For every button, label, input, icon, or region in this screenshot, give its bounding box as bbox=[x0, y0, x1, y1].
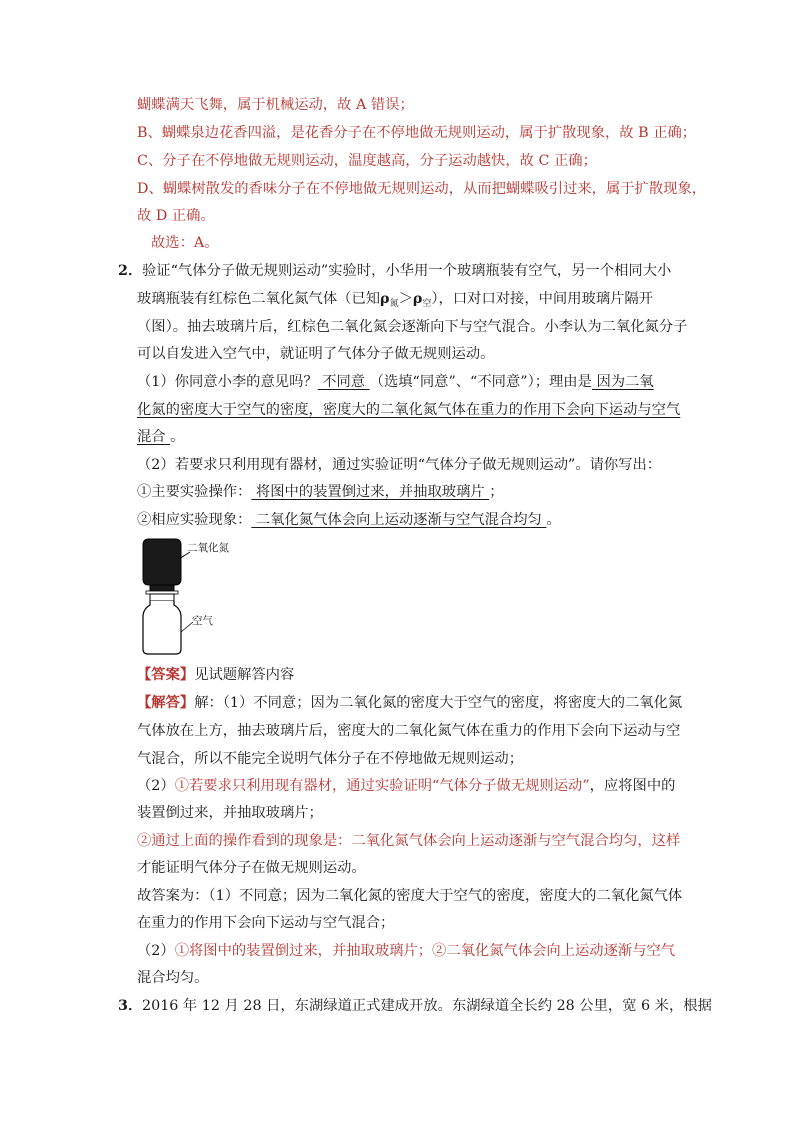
q1-line-2: B、蝴蝶泉边花香四溢，是花香分子在不停地做无规则运动，属于扩散现象，故 B 正确； bbox=[137, 125, 697, 141]
top-bottle-neck bbox=[150, 585, 174, 591]
q1-line-4: D、蝴蝶树散发的香味分子在不停地做无规则运动，从而把蝴蝶吸引过来，属于扩散现象， bbox=[137, 181, 707, 197]
final-answer-line-4: 混合均匀。 bbox=[137, 970, 209, 986]
q2-phenomenon-answer: 二氧化氮气体会向上运动逐渐与空气混合均匀 bbox=[251, 512, 547, 528]
answer-line: 【答案】见试题解答内容 bbox=[137, 667, 295, 683]
q2-phenomenon-line: ②相应实验现象： 二氧化氮气体会向上运动逐渐与空气混合均匀 。 bbox=[137, 512, 561, 528]
final-answer-line-2: 在重力的作用下会向下运动与空气混合； bbox=[137, 915, 395, 931]
figure-label-no2: 二氧化氮 bbox=[187, 542, 229, 554]
q1-choice: 故选：A。 bbox=[151, 235, 219, 251]
final-answer-line-3: （2）①将图中的装置倒过来，并抽取玻璃片；②二氧化氮气体会向上运动逐渐与空气 bbox=[137, 943, 676, 959]
q2-part2-line-1: （2）若要求只利用现有器材，通过实验证明“气体分子做无规则运动”。请你写出： bbox=[137, 457, 662, 473]
bottom-bottle-body bbox=[143, 601, 181, 654]
q3-stem-line-1: 2016 年 12 月 28 日，东湖绿道正式建成开放。东湖绿道全长约 28 公里，宽 6 米，根据 bbox=[142, 998, 712, 1014]
q2-part1-reason-line-2: 化氮的密度大于空气的密度，密度大的二氧化氮气体在重力的作用下会向下运动与空气 bbox=[137, 402, 681, 418]
question-number-3: 3． bbox=[118, 998, 143, 1014]
analysis-line-5: 装置倒过来，并抽取玻璃片； bbox=[137, 805, 323, 821]
q2-part1-line-1: （1）你同意小李的意见吗？ 不同意 （选填“同意”、“不同意”）；理由是 因为二氧 bbox=[137, 374, 654, 390]
q1-line-3: C、分子在不停地做无规则运动，温度越高，分子运动越快，故 C 正确； bbox=[137, 153, 597, 169]
analysis-line-7: 才能证明气体分子在做无规则运动。 bbox=[137, 860, 366, 876]
answer-tag: 【答案】 bbox=[137, 667, 195, 683]
final-answer-line-1: 故答案为：（1）不同意；因为二氧化氮的密度大于空气的密度，密度大的二氧化氮气体 bbox=[137, 888, 683, 904]
analysis-line-3: 气混合，所以不能完全说明气体分子在不停地做无规则运动； bbox=[137, 751, 524, 767]
q2-part1-reason: 因为二氧 bbox=[591, 374, 654, 390]
q2-stem-line-1: 验证“气体分子做无规则运动”实验时，小华用一个玻璃瓶装有空气，另一个相同大小 bbox=[142, 263, 672, 279]
q2-part1-answer: 不同意 bbox=[317, 374, 370, 390]
q2-stem-line-2: 玻璃瓶装有红棕色二氧化氮气体（已知$\rho_氮>\rho_空$），口对口对接，中间用玻璃片隔开 bbox=[137, 291, 654, 309]
analysis-line-6: ②通过上面的操作看到的现象是：二氧化氮气体会向上运动逐渐与空气混合均匀，这样 bbox=[137, 833, 681, 849]
bottles-figure bbox=[135, 535, 245, 660]
analysis-line-1: 【解答】解：（1）不同意；因为二氧化氮的密度大于空气的密度，将密度大的二氧化氮 bbox=[137, 695, 683, 711]
q2-stem-line-4: 可以自发进入空气中，就证明了气体分子做无规则运动。 bbox=[137, 346, 495, 362]
q2-operation-answer: 将图中的装置倒过来，并抽取玻璃片 bbox=[251, 484, 490, 500]
q2-part1-reason-line-3: 混合 。 bbox=[137, 429, 185, 445]
bottom-bottle-neck bbox=[150, 594, 174, 601]
analysis-line-2: 气体放在上方，抽去玻璃片后，密度大的二氧化氮气体在重力的作用下会向下运动与空 bbox=[137, 723, 681, 739]
analysis-line-4: （2）①若要求只利用现有器材，通过实验证明“气体分子做无规则运动”，应将图中的 bbox=[137, 778, 676, 794]
q1-line-5: 故 D 正确。 bbox=[137, 208, 215, 224]
q2-stem-line-3: （图）。抽去玻璃片后，红棕色二氧化氮会逐渐向下与空气混合。小李认为二氧化氮分子 bbox=[137, 319, 688, 335]
q2-operation-line: ①主要实验操作： 将图中的装置倒过来，并抽取玻璃片 ； bbox=[137, 484, 504, 500]
analysis-tag: 【解答】 bbox=[137, 695, 195, 711]
question-number-2: 2． bbox=[118, 263, 143, 279]
q1-line-1: 蝴蝶满天飞舞，属于机械运动，故 A 错误； bbox=[137, 97, 414, 113]
figure-label-air: 空气 bbox=[192, 615, 213, 627]
top-bottle-body bbox=[143, 539, 181, 585]
